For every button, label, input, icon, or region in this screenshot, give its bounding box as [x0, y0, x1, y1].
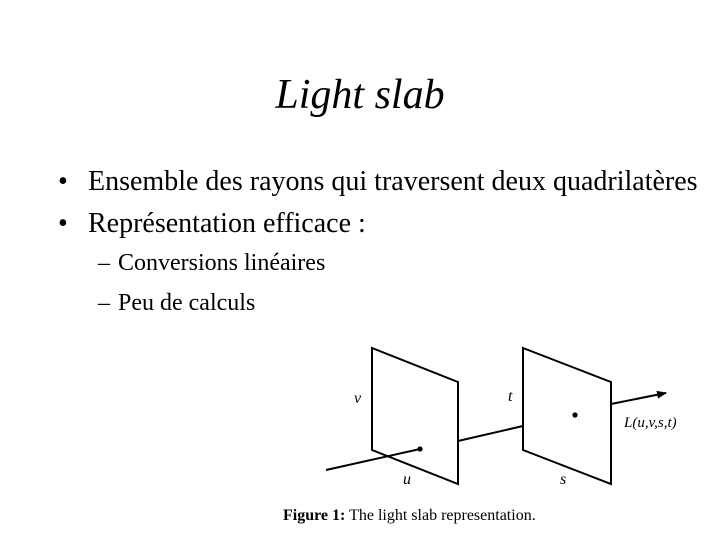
label-s: s	[560, 471, 567, 488]
slide-title: Light slab	[275, 72, 445, 118]
bullet-text-1: Ensemble des rayons qui traversent deux quadrilatères	[88, 166, 698, 197]
st-intersection-point	[572, 412, 577, 417]
sub-bullet-marker: –	[98, 250, 110, 276]
sub-bullet-marker: –	[98, 290, 110, 316]
sub-bullet-text-1: Conversions linéaires	[118, 250, 326, 276]
uv-plane	[372, 348, 458, 484]
ray-segment-middle	[458, 426, 523, 441]
st-plane	[523, 348, 611, 484]
ray-arrow	[611, 393, 666, 404]
bullet-marker: •	[58, 166, 68, 197]
bullet-marker: •	[58, 208, 68, 239]
caption-label: Figure 1:	[283, 507, 346, 524]
caption-text: The light slab representation.	[349, 507, 536, 524]
label-ray: L(u,v,s,t)	[624, 415, 677, 431]
figure-caption	[283, 506, 536, 526]
label-u: u	[403, 471, 411, 488]
bullet-text-2: Représentation efficace :	[88, 208, 366, 239]
label-v: v	[354, 390, 362, 407]
uv-intersection-point	[417, 446, 422, 451]
sub-bullet-text-2: Peu de calculs	[118, 290, 256, 316]
label-t: t	[508, 388, 513, 405]
